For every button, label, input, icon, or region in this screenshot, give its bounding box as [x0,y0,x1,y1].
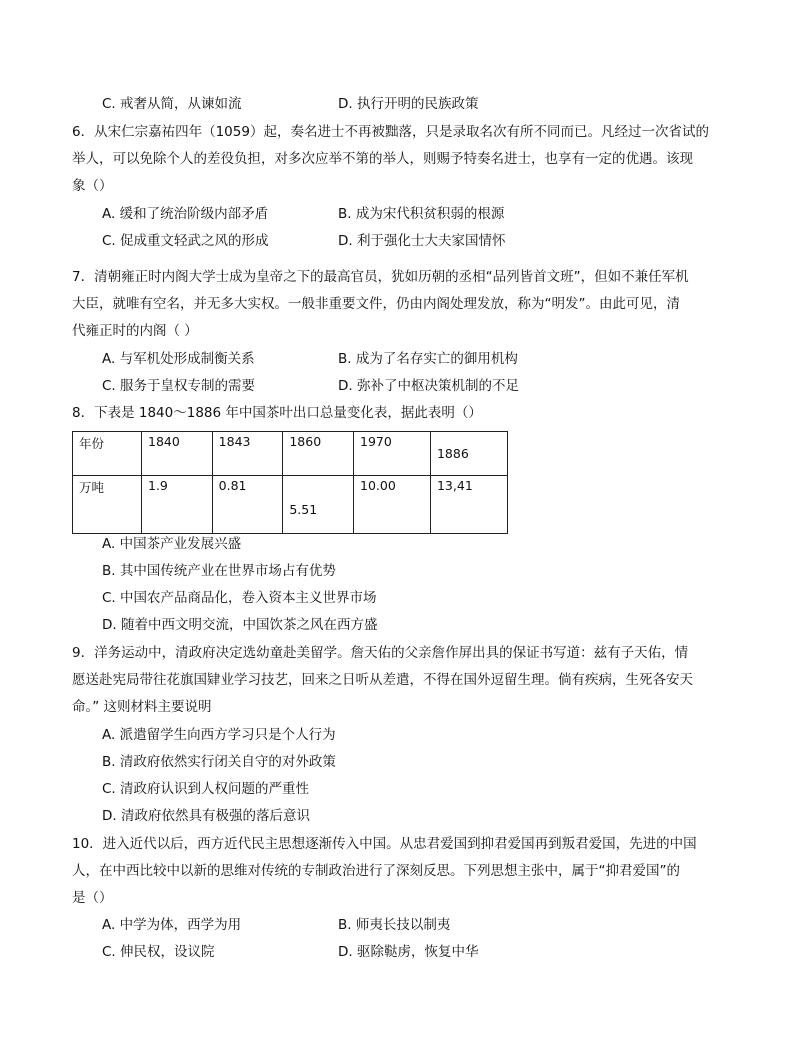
q9-option-a: A. 派遣留学生向西方学习只是个人行为 [102,727,336,743]
q10-stem-line2: 人，在中西比较中以新的思维对传统的专制政治进行了深刻反思。下列思想主张中，属于“抑君爱国”的 [72,863,680,879]
q10-option-c: C. 伸民权，设议院 [102,944,215,960]
q7-stem-line1: 7．清朝雍正时内阁大学士成为皇帝之下的最高官员，犹如历朝的丞相“品列皆首文班”，但如不兼任军机 [72,269,689,285]
table-cell-value: 1.9 [142,475,213,533]
q8-option-a: A. 中国茶产业发展兴盛 [102,536,242,552]
q9-option-b: B. 清政府依然实行闭关自守的对外政策 [102,754,336,770]
table-cell-year: 1970 [354,432,431,476]
table-header-year: 年份 [73,432,142,476]
q6-option-b: B. 成为宋代积贫积弱的根源 [338,206,505,222]
table-cell-year: 1886 [430,432,507,476]
q9-stem-line3: 命。” 这则材料主要说明 [72,699,212,715]
tea-export-table [72,431,508,534]
q10-option-d: D. 驱除鞑虏，恢复中华 [338,944,479,960]
table-cell-value: 13,41 [430,475,507,533]
q5-option-d: D. 执行开明的民族政策 [338,96,479,112]
q10-stem-line3: 是（） [72,890,113,906]
q9-option-d: D. 清政府依然具有极强的落后意识 [102,808,310,824]
q8-stem: 8．下表是 1840～1886 年中国茶叶出口总量变化表，据此表明（） [72,405,482,421]
q5-option-c: C. 戒奢从简，从谏如流 [102,96,242,112]
q10-option-b: B. 师夷长技以制夷 [338,917,451,933]
q7-stem-line3: 代雍正时的内阁（ ） [72,323,198,339]
table-cell-year: 1843 [212,432,283,476]
q6-option-d: D. 利于强化士大夫家国情怀 [338,233,506,249]
q9-stem-line2: 愿送赴宪局带往花旗国肄业学习技艺，回来之日听从差遣，不得在国外逗留生理。倘有疾病，生死各安天 [72,672,693,688]
table-cell-value: 0.81 [212,475,283,533]
table-row-values [73,475,508,533]
q7-option-a: A. 与军机处形成制衡关系 [102,351,255,367]
q10-stem-line1: 10．进入近代以后，西方近代民主思想逐渐传入中国。从忠君爱国到抑君爱国再到叛君爱国，先进的中国 [72,836,697,852]
q10-option-a: A. 中学为体，西学为用 [102,917,242,933]
table-cell-value: 10.00 [354,475,431,533]
q6-stem-line1: 6．从宋仁宗嘉祐四年（1059）起，奏名进士不再被黜落，只是录取名次有所不同而已。凡经过一次省试的 [72,124,709,140]
q6-stem-line2: 举人，可以免除个人的差役负担，对多次应举不第的举人，则赐予特奏名进士，也享有一定的优遇。该现 [72,151,693,167]
q7-option-d: D. 弥补了中枢决策机制的不足 [338,378,519,394]
q6-option-c: C. 促成重文轻武之风的形成 [102,233,269,249]
q8-option-b: B. 其中国传统产业在世界市场占有优势 [102,563,336,579]
table-cell-value: 5.51 [283,475,354,533]
table-header-unit: 万吨 [73,475,142,533]
q8-option-c: C. 中国农产品商品化，卷入资本主义世界市场 [102,590,377,606]
q6-option-a: A. 缓和了统治阶级内部矛盾 [102,206,269,222]
q9-option-c: C. 清政府认识到人权问题的严重性 [102,781,310,797]
q7-stem-line2: 大臣，就唯有空名，并无多大实权。一般非重要文件，仍由内阁处理发放，称为“明发”。由此可见，清 [72,296,680,312]
q8-option-d: D. 随着中西文明交流，中国饮茶之风在西方盛 [102,617,378,633]
q9-stem-line1: 9．洋务运动中，清政府决定选幼童赴美留学。詹天佑的父亲詹作屏出具的保证书写道：兹有子天佑，情 [72,645,689,661]
q6-stem-line3: 象（） [72,178,113,194]
table-cell-year: 1860 [283,432,354,476]
q7-option-b: B. 成为了名存实亡的御用机构 [338,351,518,367]
table-row-years [73,432,508,476]
table-cell-year: 1840 [142,432,213,476]
q7-option-c: C. 服务于皇权专制的需要 [102,378,256,394]
